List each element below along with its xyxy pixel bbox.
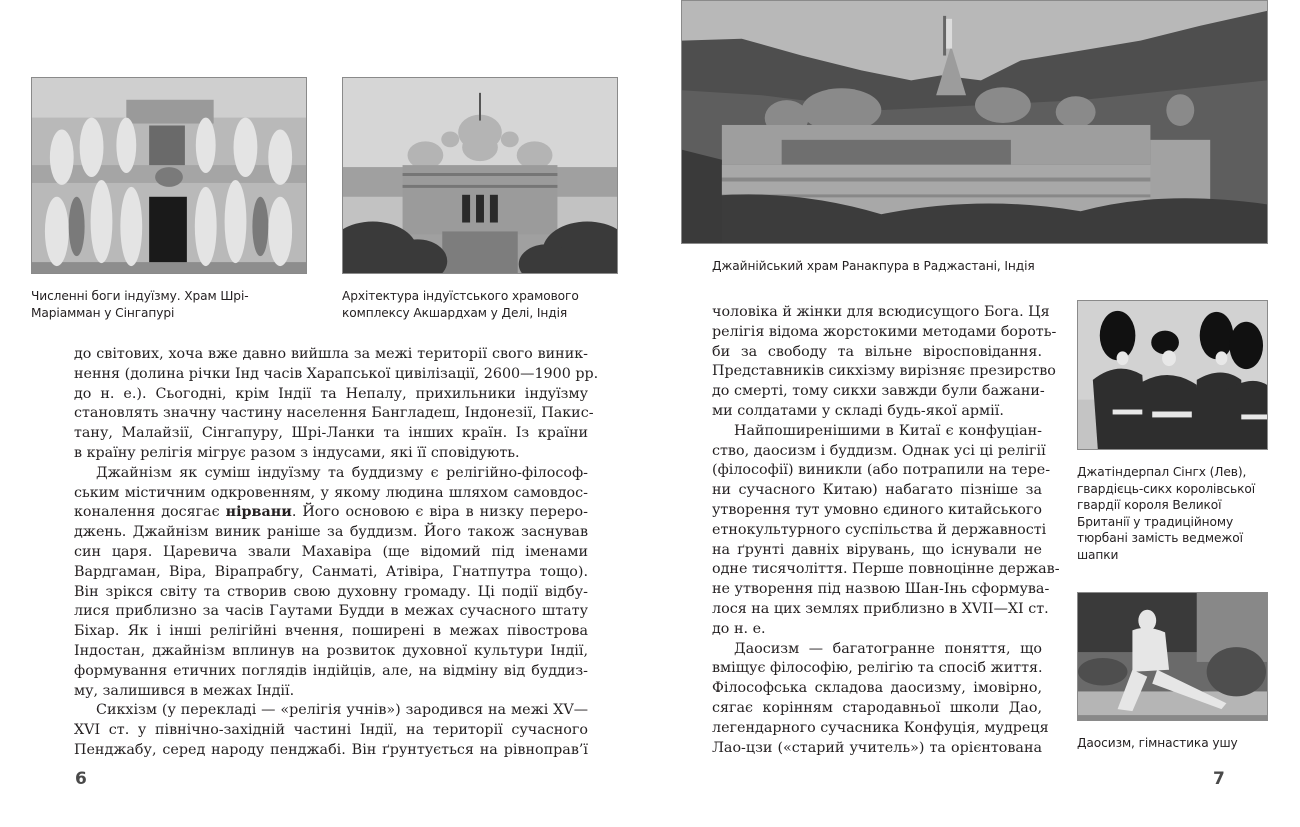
- text-line: Вардгаман, Віра, Вірапрабгу, Санматі, Атівіра, Гнатпутра тощо).: [74, 563, 588, 580]
- text-line: Біхар. Як і інші релігійні вчення, поширені в межах півострова: [74, 623, 588, 640]
- text-line: нення (долина річки Інд часів Харапської цивілізації, 2600—1900 рр.: [74, 365, 599, 382]
- text-line: легендарного сучасника Конфуція, мудреця: [712, 719, 1049, 736]
- paragraph-start: Джайнізм як суміш індуїзму та буддизму є релігійно-філософ-: [96, 464, 588, 481]
- caption-line: гвардії короля Великої: [1077, 498, 1222, 512]
- text-line: не утворення під назвою Шан-Інь сформува-: [712, 581, 1050, 598]
- figure-caption: [1077, 464, 1277, 563]
- text-line: Лао-цзи («старий учитель») та орієнтована: [712, 739, 1042, 756]
- text-line: формування етичних поглядів індійців, але, на відміну від буддиз-: [74, 662, 588, 679]
- caption-line: шапки: [1077, 547, 1119, 562]
- text-line: до смерті, тому сикхи завжди були бажани-: [712, 383, 1045, 400]
- text-line: син царя. Царевича звали Махавіра (ще відомий під іменами: [74, 543, 588, 560]
- text-line: джень. Джайнізм виник раніше за буддизм. Його також заснував: [74, 524, 588, 541]
- paragraph-start: Даосизм — багатогранне поняття, що: [734, 640, 1042, 657]
- text-line: утворення тут умовно єдиного китайського: [712, 501, 1042, 518]
- text-line: чоловіка й жінки для всюдисущого Бога. Ця: [712, 304, 1050, 320]
- text-line: релігія відома жорстокими методами бороть-: [712, 323, 1057, 340]
- term-nirvana: нірвани: [225, 504, 292, 521]
- taoism-wushu-photo: [1077, 592, 1268, 721]
- text-line: на ґрунті давніх вірувань, що існували не: [712, 541, 1042, 558]
- caption-line: комплексу Акшардхам у Делі, Індія: [342, 305, 568, 320]
- text-line: лося на цих землях приблизно в XVII—XI ст.: [712, 600, 1049, 617]
- text-line: етнокультурного суспільства й державності: [712, 521, 1047, 538]
- right-body-text: [712, 303, 1060, 758]
- text-line: ми солдатами у складі будь-якої армії.: [712, 402, 1004, 419]
- text-line: Він зрікся світу та створив свою духовну громаду. Ці події відбу-: [74, 583, 588, 600]
- text-line: XVI ст. у північно-західній частині Індії, на території сучасного: [74, 722, 588, 739]
- caption-line: Даосизм, гімнастика ушу: [1077, 736, 1238, 750]
- text-line: му, залишився в межах Індії.: [74, 682, 295, 699]
- akshardham-temple-photo: [342, 77, 618, 274]
- page-number-left: 6: [75, 769, 87, 789]
- figure-caption: [342, 288, 632, 321]
- page-number-right: 7: [1213, 769, 1225, 789]
- text-line: лися приблизно за часів Гаутами Будди в межах сучасного штату: [74, 603, 588, 620]
- left-body-text: [74, 345, 599, 761]
- figure-caption: [712, 258, 1112, 275]
- text-line: Філософська складова даосизму, імовірно,: [712, 680, 1042, 697]
- text-fragment: . Його основою є віра в низку переро-: [291, 504, 588, 521]
- text-line: Індостан, джайнізм вплинув на розвиток духовної культури Індії,: [74, 642, 588, 659]
- text-line: [74, 503, 588, 523]
- caption-line: Численні боги індуїзму. Храм Шрі-: [31, 289, 249, 303]
- ranakpur-jain-temple-photo: [681, 0, 1268, 244]
- sikh-guardsman-photo: [1077, 300, 1268, 450]
- caption-line: Джатіндерпал Сінгх (Лев),: [1077, 465, 1247, 479]
- paragraph-start: Найпоширенішими в Китаї є конфуціан-: [734, 422, 1042, 439]
- text-line: становлять значну частину населення Бангладеш, Індонезії, Пакис-: [74, 405, 594, 422]
- text-line: ським містичним одкровенням, у якому людина шляхом самовдос-: [74, 484, 588, 501]
- text-fragment: коналення досягає: [74, 504, 226, 521]
- text-line: одне тисячоліття. Перше повноцінне держав-: [712, 561, 1060, 578]
- text-line: би за свободу та вільне віросповідання.: [712, 343, 1042, 360]
- text-line: до н. е.: [712, 620, 766, 637]
- sri-mariamman-temple-photo: [31, 77, 307, 274]
- text-line: до н. е.). Сьогодні, крім Індії та Непалу, прихильники індуїзму: [74, 385, 588, 402]
- text-line: ни сучасного Китаю) набагато пізніше за: [712, 482, 1042, 499]
- caption-line: Джайнійський храм Ранакпура в Раджастані, Індія: [712, 259, 1035, 273]
- text-line: до світових, хоча вже давно вийшла за межі території свого виник-: [74, 346, 588, 362]
- paragraph-start: Сикхізм (у перекладі — «релігія учнів») зародився на межі XV—: [96, 702, 588, 719]
- text-line: Представників сикхізму вирізняє презирство: [712, 363, 1056, 380]
- text-line: (філософії) виникли (або потрапили на тере-: [712, 462, 1051, 479]
- caption-line: Архітектура індуїстського храмового: [342, 289, 579, 303]
- caption-line: Британії у традиційному: [1077, 514, 1234, 529]
- caption-line: Маріамман у Сінгапурі: [31, 305, 175, 320]
- text-line: Пенджабу, серед народу пенджабі. Він ґрунтується на рівноправ’ї: [74, 741, 588, 758]
- text-line: в країну релігія мігрує разом з індусами, які її сповідують.: [74, 444, 520, 461]
- text-line: тану, Малайзії, Сінгапуру, Шрі-Ланки та інших країн. Із країни: [74, 425, 588, 442]
- text-line: вміщує філософію, релігію та спосіб життя.: [712, 660, 1043, 677]
- caption-line: тюрбані замість ведмежої: [1077, 531, 1243, 545]
- figure-caption: [31, 288, 311, 321]
- caption-line: гвардієць-сикх королівської: [1077, 481, 1255, 496]
- text-line: ство, даосизм і буддизм. Однак усі ці релігії: [712, 442, 1046, 459]
- figure-caption: [1077, 735, 1277, 752]
- text-line: сягає корінням стародавньої школи Дао,: [712, 699, 1042, 716]
